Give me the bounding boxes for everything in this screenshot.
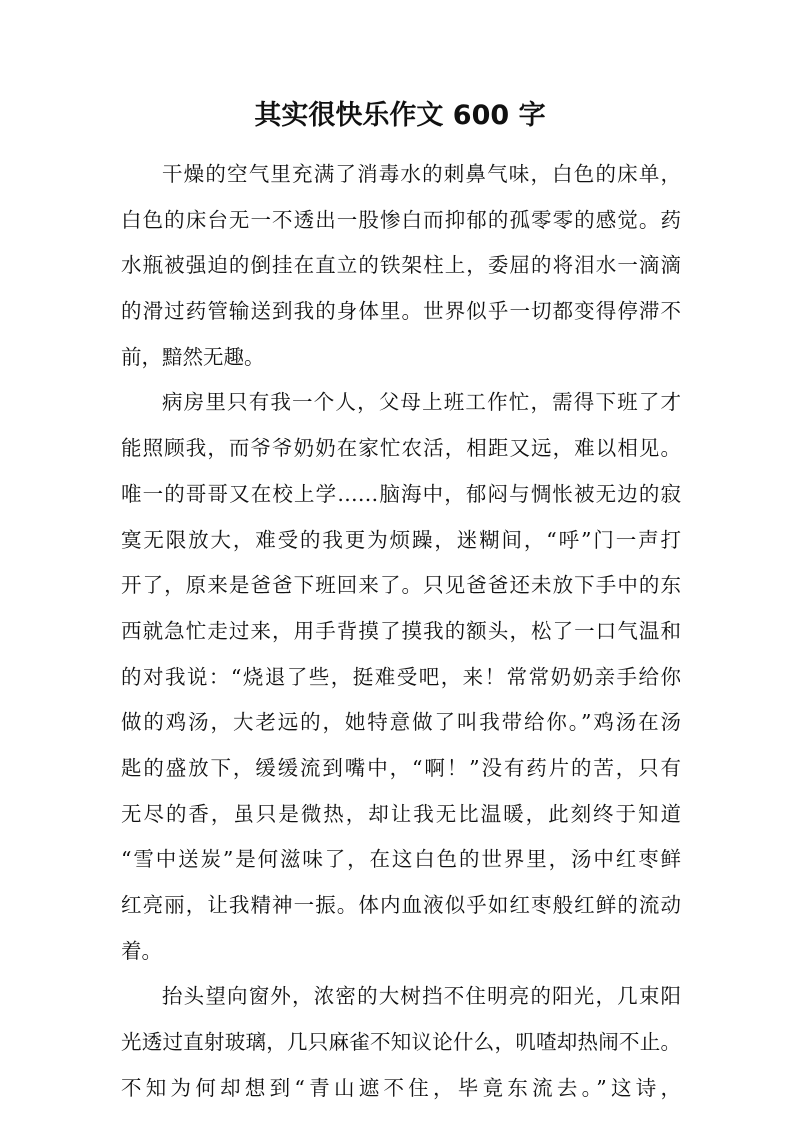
paragraph-1: [121, 152, 681, 380]
document-title: 其实很快乐作文 600 字: [254, 100, 546, 131]
paragraph-line: 唯一的哥哥又在校上学……脑海中，郁闷与惆怅被无边的寂: [121, 481, 681, 506]
paragraph-line: 寞无限放大，难受的我更为烦躁，迷糊间，“呼”门一声打: [121, 527, 681, 552]
paragraph-line: “雪中送炭”是何滋味了，在这白色的世界里，汤中红枣鲜: [121, 847, 681, 872]
paragraph-line: 能照顾我，而爷爷奶奶在家忙农活，相距又远，难以相见。: [121, 436, 681, 461]
paragraph-line: 白色的床台无一不透出一股惨白而抑郁的孤零零的感觉。药: [121, 207, 681, 232]
paragraph-line: 的滑过药管输送到我的身体里。世界似乎一切都变得停滞不: [121, 299, 681, 324]
paragraph-line: 的对我说：“烧退了些，挺难受吧，来！常常奶奶亲手给你: [121, 664, 681, 689]
paragraph-line: 不知为何却想到“青山遮不住，毕竟东流去。”这诗，: [121, 1075, 681, 1100]
document-body: [121, 152, 681, 1111]
paragraph-line: 水瓶被强迫的倒挂在直立的铁架柱上，委屈的将泪水一滴滴: [121, 253, 681, 278]
paragraph-line: 西就急忙走过来，用手背摸了摸我的额头，松了一口气温和: [121, 618, 681, 643]
paragraph-line: 抬头望向窗外，浓密的大树挡不住明亮的阳光，几束阳: [162, 984, 681, 1009]
paragraph-line: 做的鸡汤，大老远的，她特意做了叫我带给你。”鸡汤在汤: [121, 710, 681, 735]
paragraph-line: 开了，原来是爸爸下班回来了。只见爸爸还未放下手中的东: [121, 573, 681, 598]
paragraph-line: 着。: [121, 938, 162, 963]
paragraph-line: 匙的盛放下，缓缓流到嘴中，“啊！”没有药片的苦，只有: [121, 755, 681, 780]
paragraph-line: 红亮丽，让我精神一振。体内血液似乎如红枣般红鲜的流动: [121, 893, 681, 917]
paragraph-line: 光透过直射玻璃，几只麻雀不知议论什么，叽喳却热闹不止。: [121, 1030, 681, 1055]
paragraph-2: [121, 380, 681, 974]
paragraph-line: 干燥的空气里充满了消毒水的刺鼻气味，白色的床单，: [162, 162, 681, 186]
paragraph-line: 病房里只有我一个人，父母上班工作忙，需得下班了才: [162, 390, 681, 415]
paragraph-3: [121, 974, 681, 1111]
paragraph-line: 前，黯然无趣。: [121, 344, 265, 369]
paragraph-line: 无尽的香，虽只是微热，却让我无比温暖，此刻终于知道: [121, 801, 681, 826]
